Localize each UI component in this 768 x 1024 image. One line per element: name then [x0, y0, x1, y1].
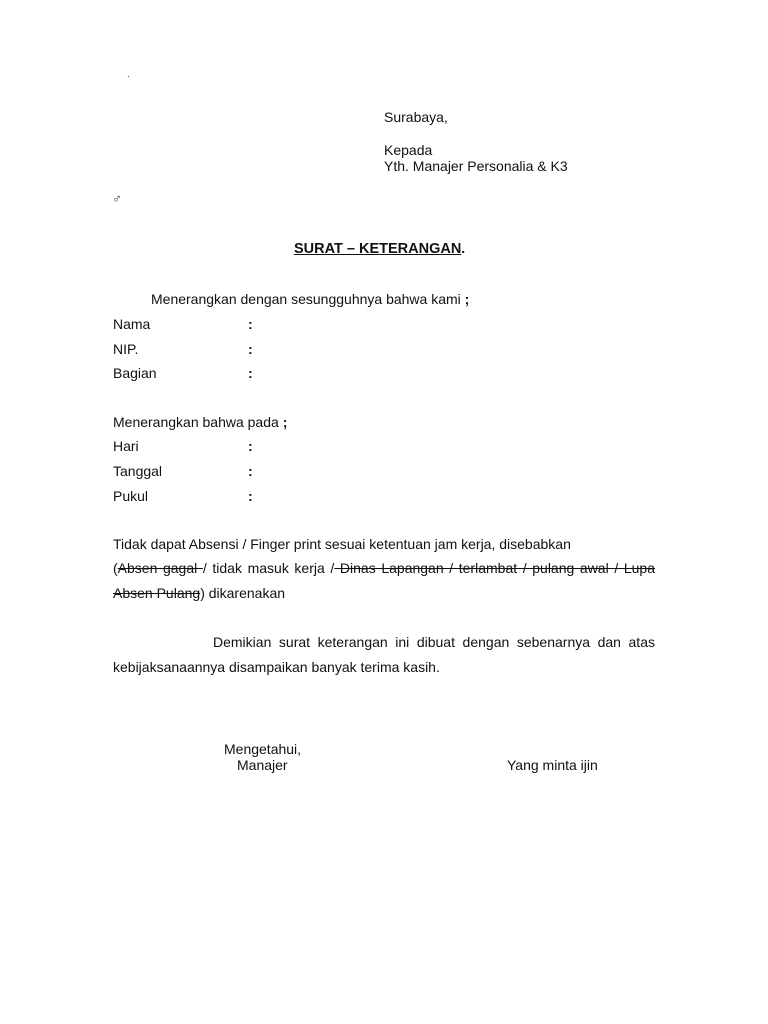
intro-text: Menerangkan dengan sesungguhnya bahwa kami [151, 291, 461, 307]
requester-label: Yang minta ijin [507, 757, 598, 773]
reason-close: ) dikarenakan [200, 584, 286, 601]
field-colon: : [248, 488, 253, 504]
document-title [294, 240, 465, 258]
field-colon: : [248, 438, 253, 454]
option-tidak-masuk: / tidak masuk kerja / [202, 560, 335, 576]
title-text: SURAT – KETERANGAN [294, 241, 462, 257]
reason-open-paren: ( [113, 560, 118, 576]
field-colon: : [248, 463, 253, 479]
stray-glyph: ♂ [112, 191, 122, 206]
manager-label: Manajer [237, 757, 288, 773]
reason-options [113, 556, 655, 605]
field-label-pukul: Pukul [113, 488, 149, 504]
time-intro-text: Menerangkan bahwa pada [113, 414, 279, 430]
field-label-tanggal: Tanggal [113, 463, 163, 479]
acknowledged-label: Mengetahui, [224, 741, 302, 757]
intro-punct: ; [464, 291, 470, 307]
field-colon: : [248, 341, 253, 357]
recipient-name: Yth. Manajer Personalia & K3 [384, 158, 568, 174]
city-date: Surabaya, [384, 109, 448, 125]
field-label-nama: Nama [113, 316, 151, 332]
intro-line [151, 291, 469, 308]
option-absen-gagal: Absen gagal [117, 560, 203, 576]
field-colon: : [248, 316, 253, 332]
stray-mark: . [127, 69, 130, 80]
field-label-bagian: Bagian [113, 365, 157, 381]
option-struck-list: Dinas Lapangan / terlambat / pulang awal / Lupa Absen Pulang [113, 560, 655, 601]
reason-line: Tidak dapat Absensi / Finger print sesuai ketentuan jam kerja, disebabkan [113, 536, 571, 552]
title-dot: . [461, 240, 466, 256]
field-label-hari: Hari [113, 438, 139, 454]
field-label-nip: NIP. [113, 341, 139, 357]
field-colon: : [248, 365, 253, 381]
closing-paragraph: Demikian surat keterangan ini dibuat dengan sebenarnya dan atas kebijaksanaannya disampaikan banyak terima kasih. [113, 634, 655, 675]
time-intro-punct: ; [282, 414, 288, 430]
time-intro-line [113, 414, 287, 431]
recipient-label: Kepada [384, 142, 433, 158]
